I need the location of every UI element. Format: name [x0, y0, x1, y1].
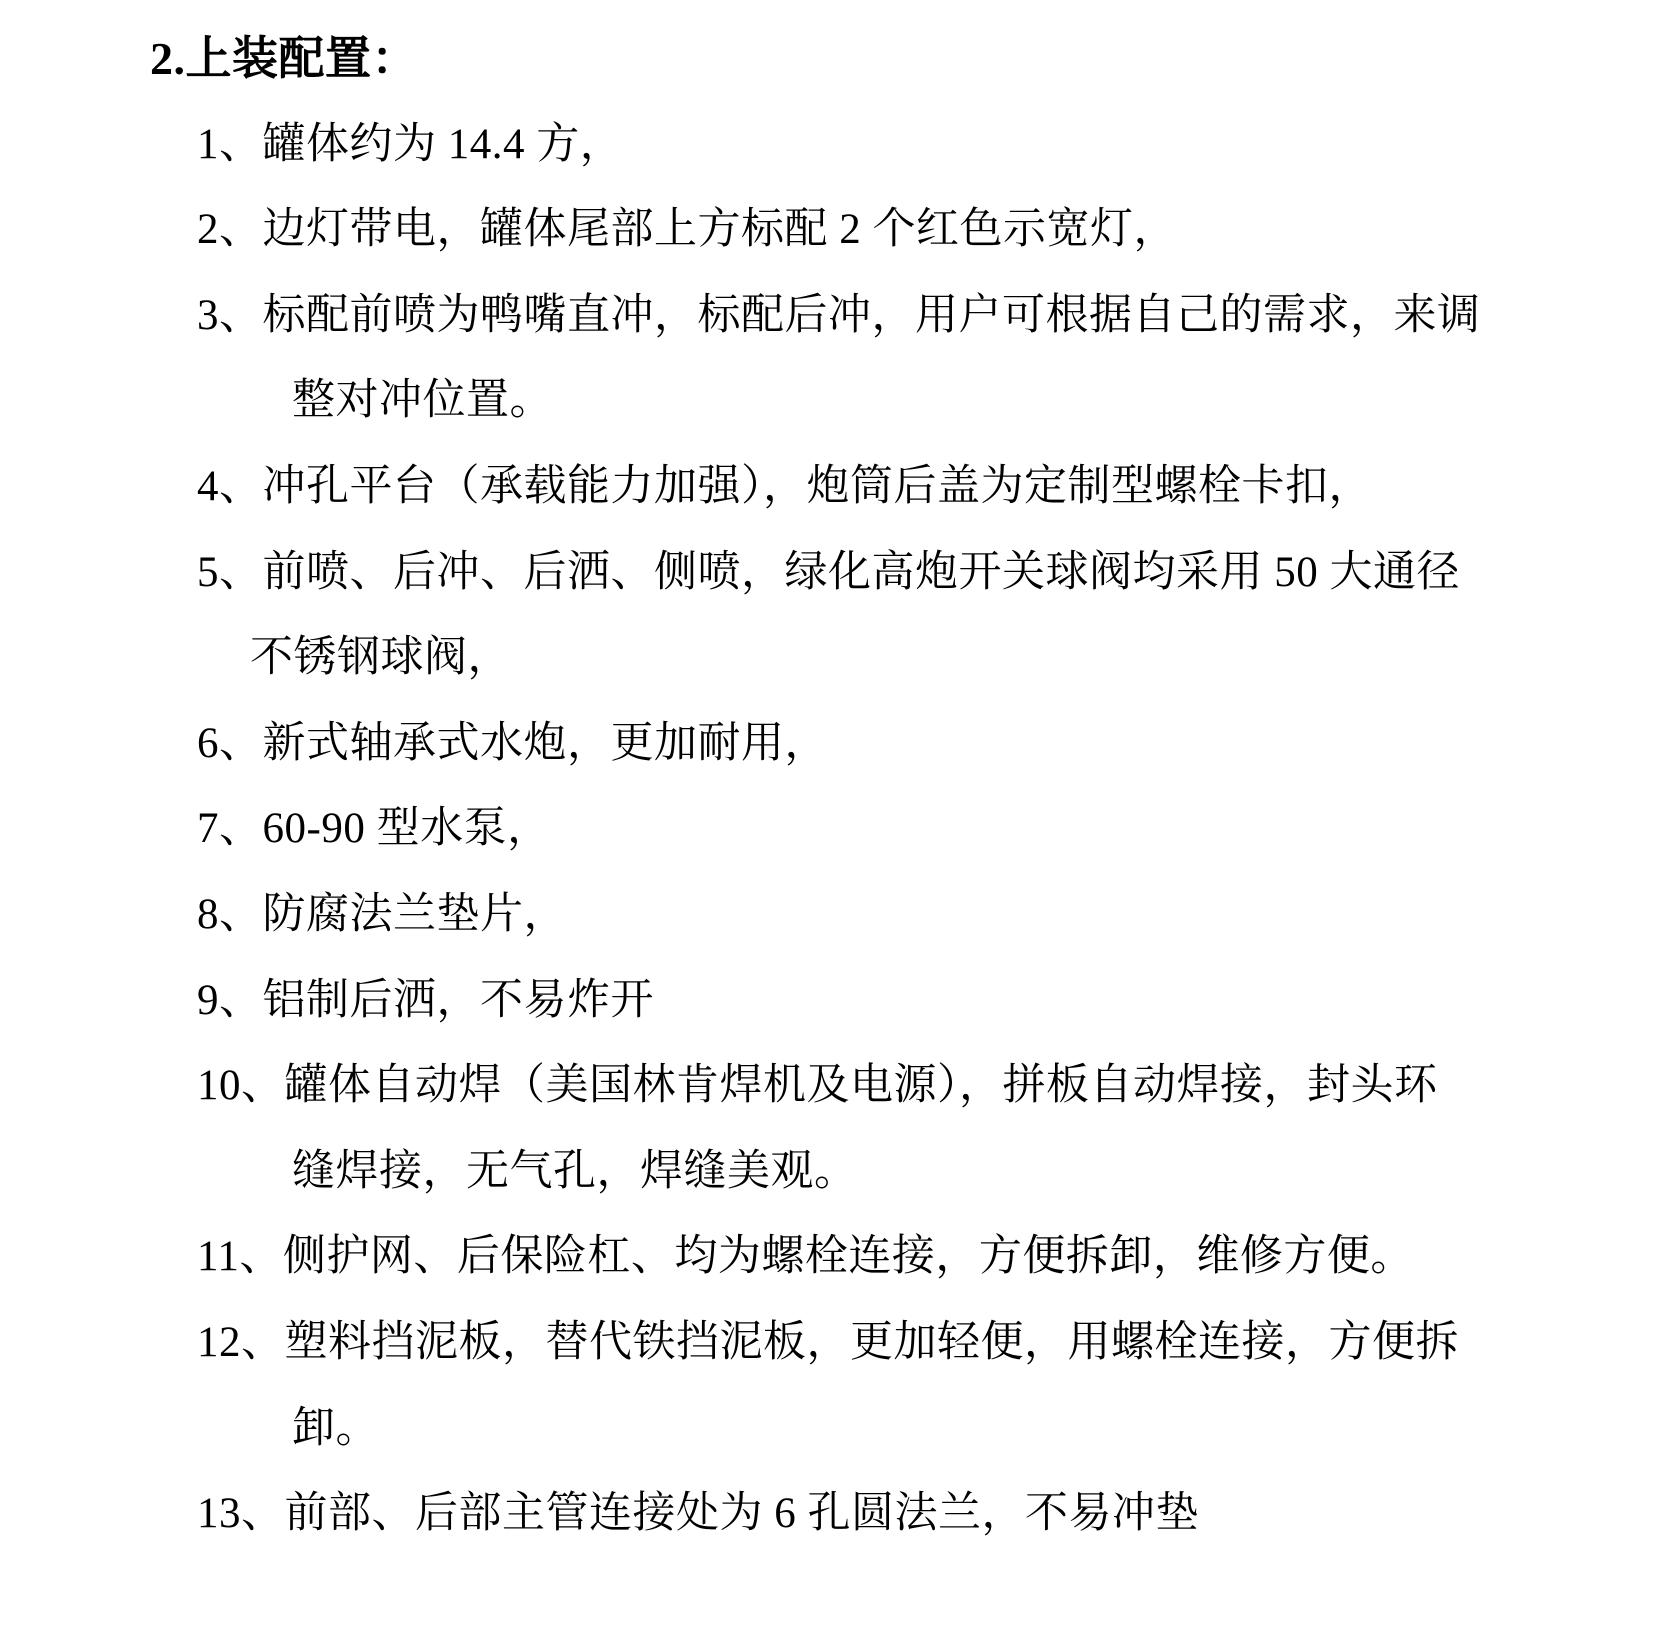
item-6: 6、新式轴承式水炮，更加耐用，: [197, 719, 828, 767]
item-12-line-2: 卸。: [292, 1404, 379, 1452]
item-1: 1、罐体约为 14.4 方，: [197, 120, 624, 168]
item-5-line-1: 5、前喷、后冲、后洒、侧喷，绿化高炮开关球阀均采用 50 大通径: [197, 548, 1460, 596]
item-4: 4、冲孔平台（承载能力加强），炮筒后盖为定制型螺栓卡扣，: [197, 462, 1372, 510]
item-13: 13、前部、后部主管连接处为 6 孔圆法兰，不易冲垫: [197, 1490, 1199, 1538]
item-3-line-1: 3、标配前喷为鸭嘴直冲，标配后冲，用户可根据自己的需求，来调: [197, 291, 1481, 339]
item-9: 9、铝制后洒，不易炸开: [197, 976, 654, 1024]
item-2: 2、边灯带电，罐体尾部上方标配 2 个红色示宽灯，: [197, 206, 1177, 254]
item-7: 7、60-90 型水泵，: [197, 805, 551, 853]
item-12-line-1: 12、塑料挡泥板，替代铁挡泥板，更加轻便，用螺栓连接，方便拆: [197, 1318, 1459, 1366]
item-11: 11、侧护网、后保险杠、均为螺栓连接，方便拆卸，维修方便。: [197, 1233, 1414, 1281]
item-3-line-2: 整对冲位置。: [292, 377, 553, 425]
item-10-line-2: 缝焊接，无气孔，焊缝美观。: [292, 1147, 858, 1195]
item-10-line-1: 10、罐体自动焊（美国林肯焊机及电源），拼板自动焊接，封头环: [197, 1062, 1438, 1110]
item-5-line-2: 不锈钢球阀，: [250, 634, 511, 682]
item-8: 8、防腐法兰垫片，: [197, 890, 567, 938]
section-heading: 2.上装配置：: [150, 33, 418, 84]
